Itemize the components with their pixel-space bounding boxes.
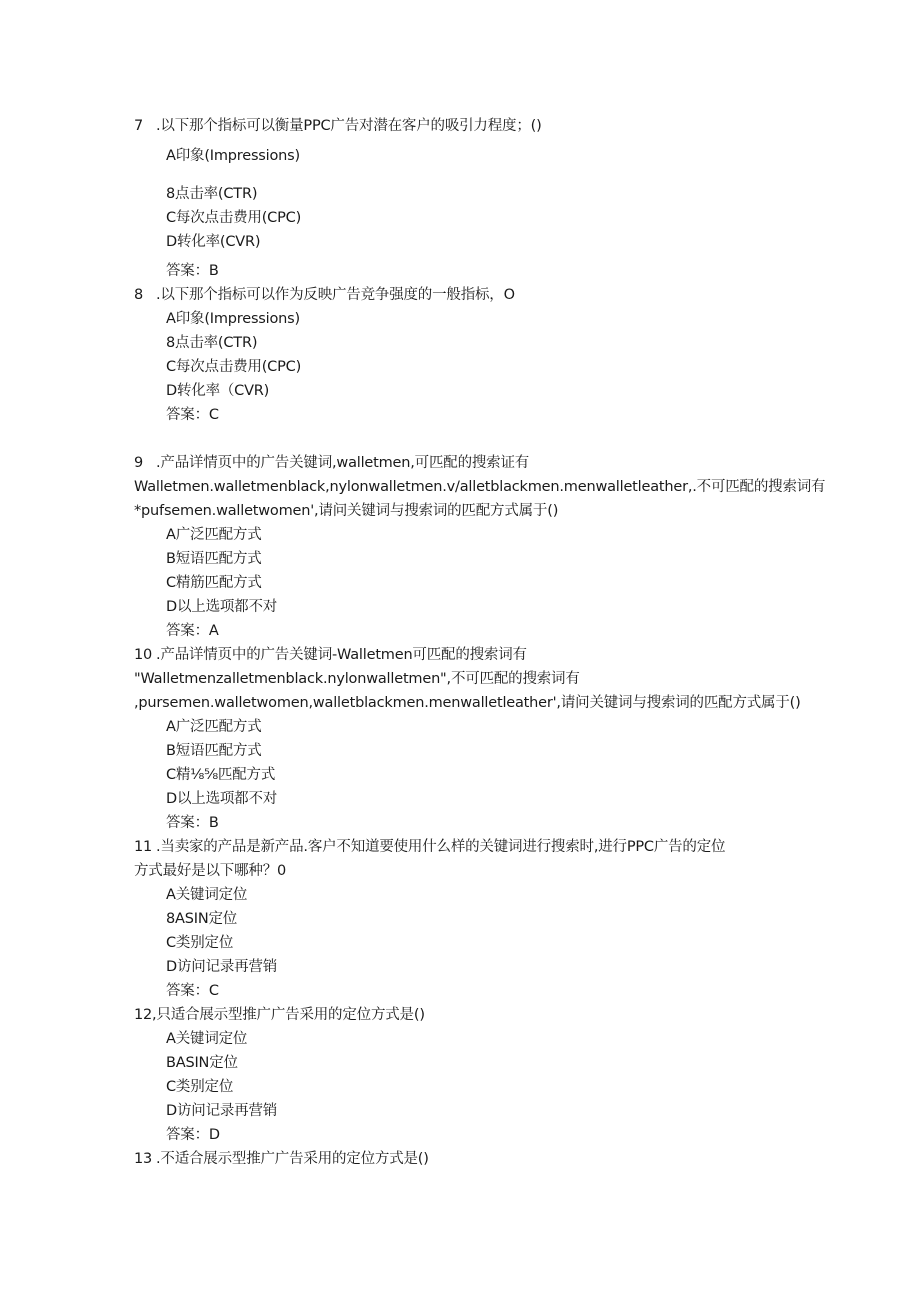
option-c: C精筋匹配方式: [166, 575, 262, 591]
option-d: D以上选项都不对: [166, 791, 278, 807]
question-stem: .不适合展示型推广广告采用的定位方式是(): [156, 1151, 429, 1167]
question-stem-continued: "Walletmenzalletmenblack.nylonwalletmen",不可匹配的搜索词有: [134, 671, 580, 687]
option-b: B短语匹配方式: [166, 551, 262, 567]
question-number: 9: [134, 455, 144, 471]
answer: 答案：D: [166, 1127, 220, 1143]
question-stem-continued: *pufsemen.walletwomen',请问关键词与搜索词的匹配方式属于(): [134, 503, 559, 519]
option-a: A印象(Impressions): [166, 311, 300, 327]
question-number: 11: [134, 839, 153, 855]
option-a: A印象(Impressions): [166, 148, 300, 164]
question-number: 8: [134, 287, 144, 303]
question-stem: .产品详情页中的广告关键词,walletmen,可匹配的搜索证有: [156, 455, 530, 471]
option-c: C类别定位: [166, 1079, 234, 1095]
question-stem: .以下那个指标可以衡量PPC广告对潜在客户的吸引力程度；(): [156, 118, 542, 134]
option-d: D转化率（CVR): [166, 383, 270, 399]
option-c: C精⅛⅝匹配方式: [166, 767, 276, 783]
question-number: 10: [134, 647, 153, 663]
answer: 答案：A: [166, 623, 219, 639]
option-a: A广泛匹配方式: [166, 719, 262, 735]
question-number: 13: [134, 1151, 153, 1167]
option-a: A关键词定位: [166, 887, 248, 903]
option-d: D访问记录再营销: [166, 1103, 278, 1119]
option-b: BASIN定位: [166, 1055, 238, 1071]
question-stem-continued: 方式最好是以下哪种？0: [134, 863, 287, 879]
option-c: C每次点击费用(CPC): [166, 359, 302, 375]
option-b: 8点击率(CTR): [166, 335, 258, 351]
answer: 答案：C: [166, 407, 219, 423]
question-stem: .以下那个指标可以作为反映广告竞争强度的一般指标，O: [156, 287, 515, 303]
question-stem-continued: Walletmen.walletmenblack,nylonwalletmen.v/alletblackmen.menwalletleather,.不可匹配的搜索词有: [134, 479, 826, 495]
question-stem: .产品详情页中的广告关键词-Walletmen可匹配的搜索词有: [156, 647, 527, 663]
answer: 答案：B: [166, 263, 219, 279]
option-c: C类别定位: [166, 935, 234, 951]
option-b: B短语匹配方式: [166, 743, 262, 759]
option-a: A关键词定位: [166, 1031, 248, 1047]
option-c: C每次点击费用(CPC): [166, 210, 302, 226]
question-number: 7: [134, 118, 144, 134]
option-b: 8点击率(CTR): [166, 186, 258, 202]
question-stem-continued: ,pursemen.walletwomen,walletblackmen.menwalletleather',请问关键词与搜索词的匹配方式属于(): [134, 695, 801, 711]
option-d: D以上选项都不对: [166, 599, 278, 615]
option-a: A广泛匹配方式: [166, 527, 262, 543]
question-stem: 12,只适合展示型推广广告采用的定位方式是(): [134, 1007, 425, 1023]
answer: 答案：B: [166, 815, 219, 831]
question-stem: .当卖家的产品是新产品.客户不知道要使用什么样的关键词进行搜索时,进行PPC广告的定位: [156, 839, 726, 855]
answer: 答案：C: [166, 983, 219, 999]
option-d: D访问记录再营销: [166, 959, 278, 975]
option-d: D转化率(CVR): [166, 234, 261, 250]
option-b: 8ASIN定位: [166, 911, 238, 927]
